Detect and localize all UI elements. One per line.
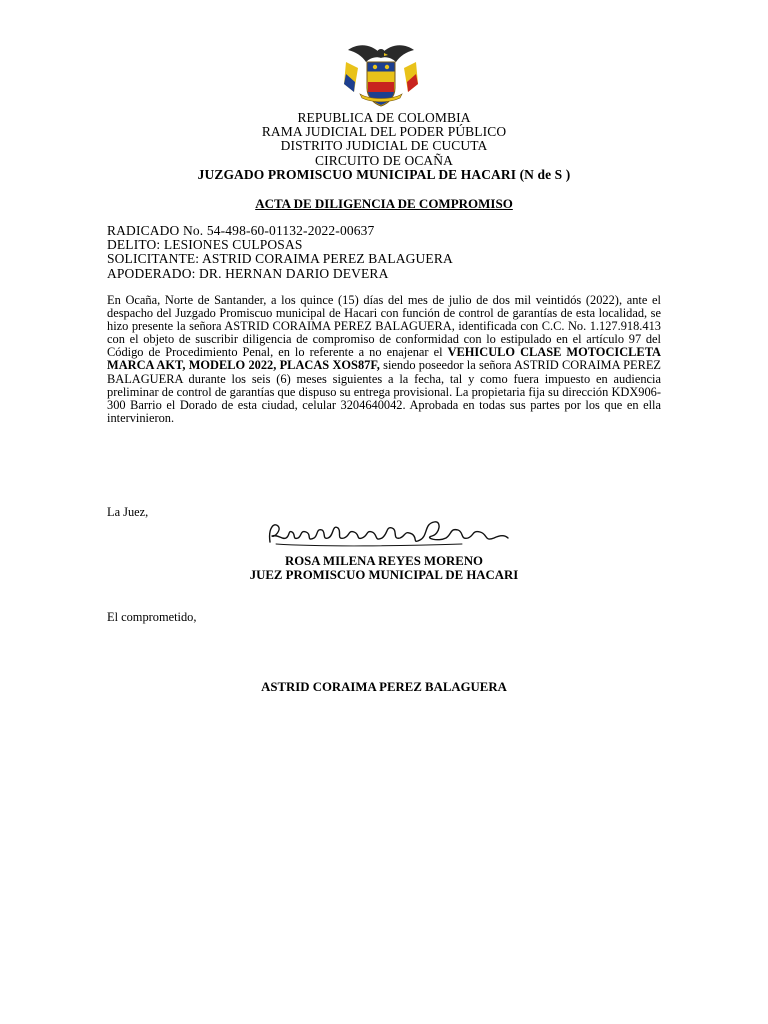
judge-signature — [262, 514, 512, 552]
judge-block — [0, 554, 768, 582]
judge-name: ROSA MILENA REYES MORENO — [284, 554, 484, 568]
header-court: JUZGADO PROMISCUO MUNICIPAL DE HACARI (N de S ) — [197, 166, 571, 182]
body-text-part-1: En Ocaña, Norte de Santander, a los quince (15) días del mes de julio de dos mil veintidós (2022), ante el despacho del Juzgado Promiscuo municipal de Hacari con función de control de garantías de esta localidad, se hizo presente la señora ASTRID CORAIMA PEREZ BALAGUERA, identificada con C.C. No. 1.127.918.413 con el objeto de suscribir diligencia de compromiso de conformidad con lo estipulado en el artículo 97 del Código de Procedimiento Penal, en lo referente a no enajenar el — [107, 293, 661, 360]
header-branch: RAMA JUDICIAL DEL PODER PÚBLICO — [261, 124, 507, 140]
header-country: REPUBLICA DE COLOMBIA — [297, 110, 471, 125]
header-district: DISTRITO JUDICIAL DE CUCUTA — [280, 138, 488, 154]
closing-juez-label: La Juez, — [107, 505, 149, 519]
body-vehicle-description: VEHICULO CLASE MOTOCICLETA MARCA AKT, MODELO 2022, PLACAS XOS87F, — [107, 345, 661, 373]
coat-of-arms-icon — [340, 40, 422, 112]
case-details — [107, 224, 667, 281]
document-header — [0, 111, 768, 182]
header-circuit: CIRCUITO DE OCAÑA — [315, 152, 453, 168]
body-text-part-2: siendo poseedor la señora ASTRID CORAIMA PEREZ BALAGUERA durante los seis (6) meses siguientes a la fecha, tal y como fuera impuesto en audiencia preliminar de control de garantías que dispuso su entrega provisional. La propietaria fija su dirección KDX906-300 Barrio el Dorado de esta ciudad, celular 3204640042. Aprobada en todas sus partes por los que en ella intervinieron. — [107, 358, 661, 425]
case-radicado: RADICADO No. 54-498-60-01132-2022-00637 — [107, 223, 375, 238]
case-solicitante: SOLICITANTE: ASTRID CORAIMA PEREZ BALAGUERA — [107, 251, 453, 267]
body-paragraph — [107, 294, 661, 425]
closing-comprometido-label: El comprometido, — [107, 610, 197, 624]
case-apoderado: APODERADO: DR. HERNAN DARIO DEVERA — [107, 265, 389, 281]
committed-name: ASTRID CORAIMA PEREZ BALAGUERA — [261, 680, 507, 694]
document-title: ACTA DE DILIGENCIA DE COMPROMISO — [255, 196, 513, 211]
judge-role: JUEZ PROMISCUO MUNICIPAL DE HACARI — [249, 568, 519, 582]
case-delito: DELITO: LESIONES CULPOSAS — [107, 237, 303, 253]
